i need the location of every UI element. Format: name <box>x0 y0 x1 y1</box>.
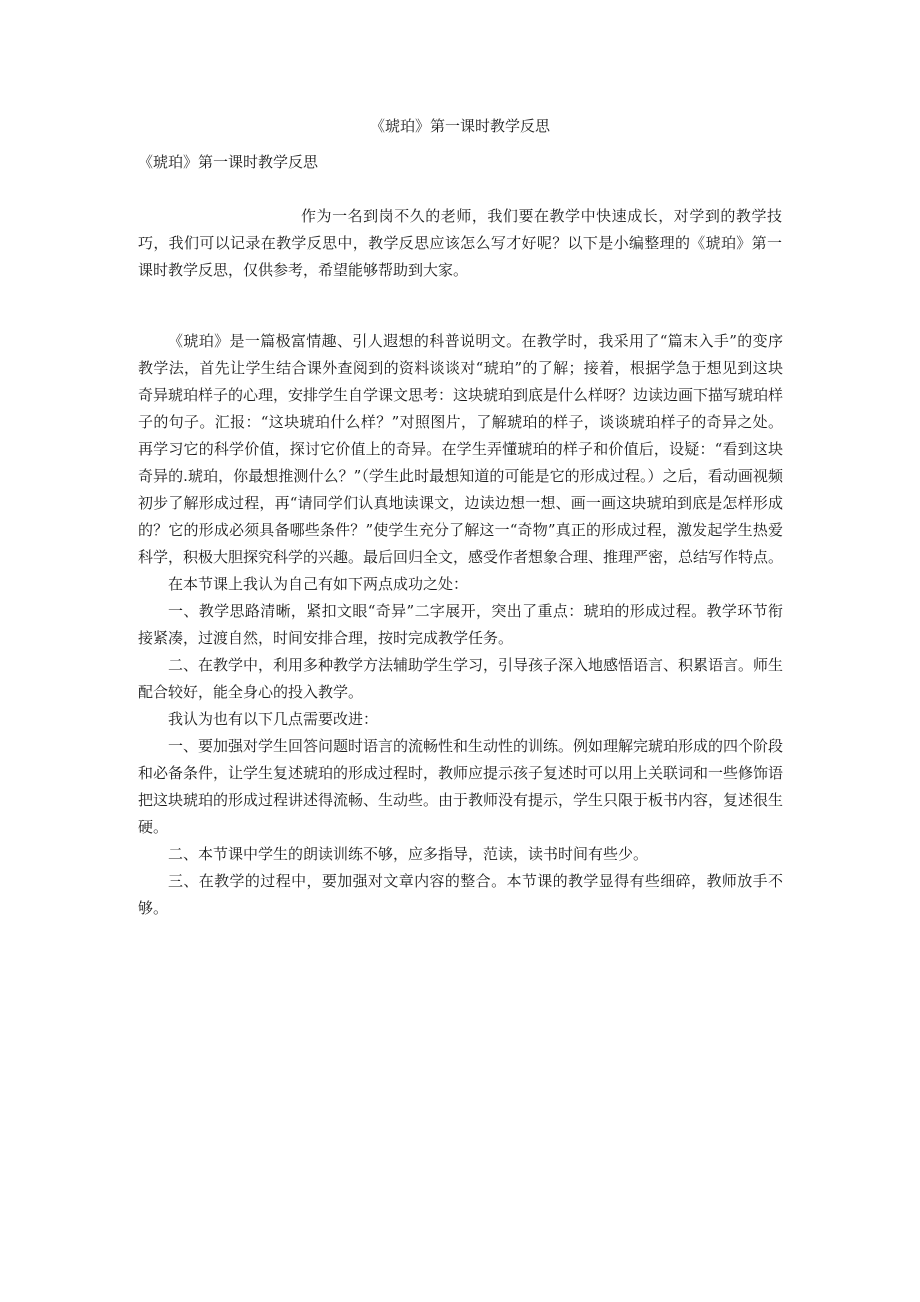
paragraph-success-2: 二、在教学中，利用多种教学方法辅助学生学习，引导孩子深入地感悟语言、积累语言。师生配合较好，能全身心的投入教学。 <box>138 656 784 701</box>
intro-paragraph: 作为一名到岗不久的老师，我们要在教学中快速成长，对学到的教学技巧，我们可以记录在教学反思中，教学反思应该怎么写才好呢？以下是小编整理的《琥珀》第一课时教学反思，仅供参考，希望能够帮助到大家。 <box>138 207 782 279</box>
paragraph-success-heading: 在本节课上我认为自己有如下两点成功之处： <box>168 575 469 593</box>
document-title: 《琥珀》第一课时教学反思 <box>369 117 550 135</box>
document-subtitle: 《琥珀》第一课时教学反思 <box>138 153 319 171</box>
paragraph-improve-1: 一、要加强对学生回答问题时语言的流畅性和生动性的训练。例如理解完琥珀形成的四个阶段和必备条件，让学生复述琥珀的形成过程时，教师应提示孩子复述时可以用上关联词和一些修饰语把这块琥珀的形成过程讲述得流畅、生动些。由于教师没有提示，学生只限于板书内容，复述很生硬。 <box>138 737 784 836</box>
paragraph-overview: 《琥珀》是一篇极富情趣、引人遐想的科普说明文。在教学时，我采用了“篇末入手”的变序教学法，首先让学生结合课外查阅到的资料谈谈对“琥珀”的了解；接着，根据学急于想见到这块奇异琥珀样子的心理，安排学生自学课文思考：这块琥珀到底是什么样呀？边读边画下描写琥珀样子的句子。汇报：“这块琥珀什么样？”对照图片，了解琥珀的样子，谈谈琥珀样子的奇异之处。再学习它的科学价值，探讨它价值上的奇异。在学生弄懂琥珀的样子和价值后，设疑：“看到这块奇异的.琥珀，你最想推测什么？”（学生此时最想知道的可能是它的形成过程。）之后，看动画视频初步了解形成过程，再“请同学们认真地读课文，边读边想一想、画一画这块琥珀到底是怎样形成的？它的形成必须具备哪些条件？”使学生充分了解这一“奇物”真正的形成过程，激发起学生热爱科学，积极大胆探究科学的兴趣。最后回归全文，感受作者想象合理、推理严密，总结写作特点。 <box>138 332 784 566</box>
paragraph-improve-3: 三、在教学的过程中，要加强对文章内容的整合。本节课的教学显得有些细碎，教师放手不够。 <box>138 872 783 917</box>
paragraph-success-1: 一、教学思路清晰，紧扣文眼“奇异”二字展开，突出了重点：琥珀的形成过程。教学环节衔接紧凑，过渡自然，时间安排合理，按时完成教学任务。 <box>138 602 783 647</box>
paragraph-improve-2: 二、本节课中学生的朗读训练不够，应多指导，范读，读书时间有些少。 <box>168 845 649 863</box>
body-text <box>138 328 783 922</box>
paragraph-improve-heading: 我认为也有以下几点需要改进： <box>168 710 379 728</box>
